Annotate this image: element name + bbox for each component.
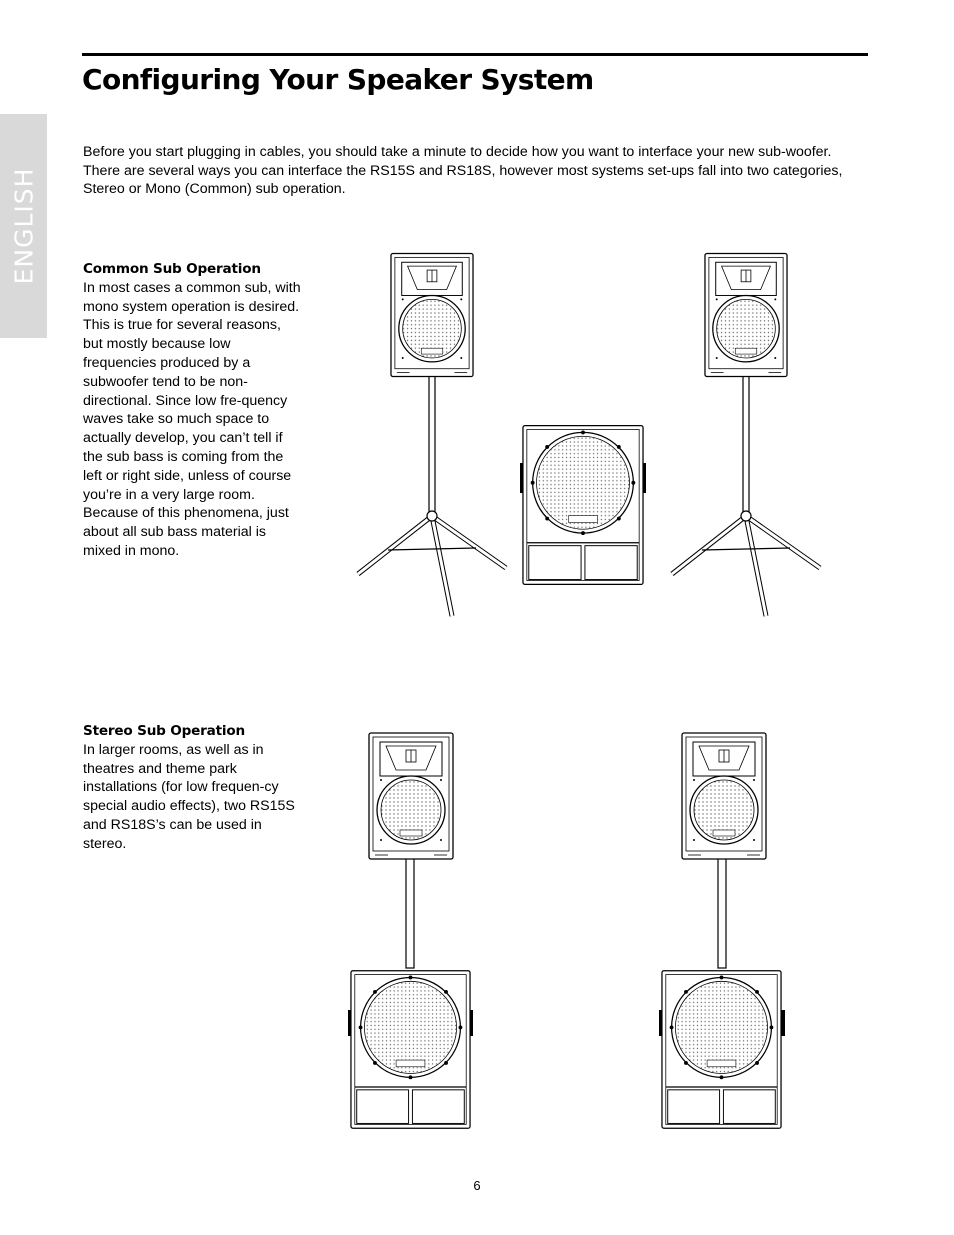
left-tripod-stand-icon bbox=[358, 376, 506, 616]
right-tripod-stand-icon bbox=[672, 376, 820, 616]
stereo-sub-body: In larger rooms, as well as in theatres and theme park installations (for low frequen-cy special audio effects), two RS15S and RS18S’s can be used in stereo. bbox=[83, 741, 295, 852]
page-title: Configuring Your Speaker System bbox=[82, 63, 594, 96]
common-sub-illustration bbox=[350, 248, 830, 623]
intro-paragraph: Before you start plugging in cables, you should take a minute to decide how you want to interface your new sub-woofer. There are several ways you can interface the RS15S and RS18S, however most systems set-ups fall into two categories, Stereo or Mono (Common) sub operation. bbox=[83, 144, 843, 197]
top-rule bbox=[82, 53, 868, 56]
right-speaker-pole-icon bbox=[718, 856, 726, 968]
right-top-speaker-icon bbox=[705, 253, 787, 376]
left-speaker-pole-icon bbox=[406, 856, 414, 968]
common-sub-heading: Common Sub Operation bbox=[83, 261, 261, 277]
language-tab bbox=[0, 114, 47, 338]
stereo-sub-heading: Stereo Sub Operation bbox=[83, 723, 245, 739]
right-top-speaker-icon bbox=[682, 733, 766, 859]
right-subwoofer-icon bbox=[662, 971, 781, 1128]
page-number: 6 bbox=[473, 1178, 481, 1193]
common-sub-body: In most cases a common sub, with mono system operation is desired. This is true for several reasons, but mostly because low frequencies produced by a subwoofer tend to be non-directional. Since low fre-quency waves take so much space to actually develop, you can’t tell if the sub bass is coming from the left or right side, unless of course you’re in a very large room. Because of this phenomena, just about all sub bass material is mixed in mono. bbox=[83, 279, 301, 559]
left-top-speaker-icon bbox=[369, 733, 453, 859]
left-top-speaker-icon bbox=[391, 253, 473, 376]
common-sub-section bbox=[83, 260, 303, 561]
left-subwoofer-icon bbox=[351, 971, 470, 1128]
language-tab-label: ENGLISH bbox=[9, 167, 38, 285]
center-subwoofer-icon bbox=[523, 426, 643, 585]
stereo-sub-illustration bbox=[345, 728, 790, 1133]
stereo-sub-section bbox=[83, 722, 303, 854]
